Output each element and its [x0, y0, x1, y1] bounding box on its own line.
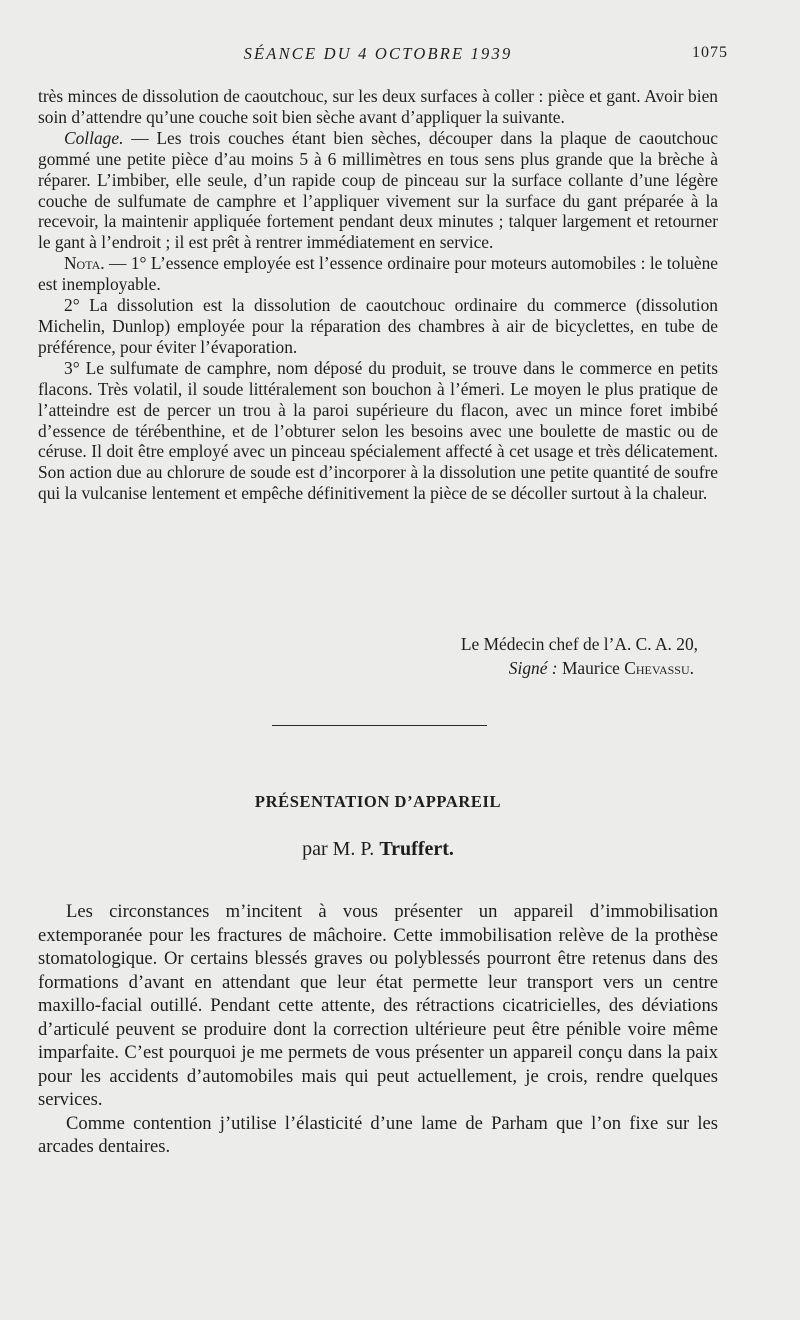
signer-first-name: Maurice [561, 658, 620, 678]
signer-last-name: Chevassu. [624, 658, 694, 678]
running-title: SÉANCE DU 4 OCTOBRE 1939 [243, 44, 513, 63]
running-head [38, 38, 728, 64]
body-paragraph-2: Comme contention j’utilise l’élasticité d’une lame de Parham que l’on fixe sur les arcades dentaires. [38, 1112, 718, 1157]
paragraph-note-3: 3° Le sulfumate de camphre, nom déposé du produit, se trouve dans le commerce en petits flacons. Très volatil, il soude littéralement son bouchon à l’émeri. Le moyen le plus pratique de l’atteindre est de percer un trou à la paroi supérieure du flacon, avec un mince foret imbibé d’essence de térébenthine, et de l’obturer selon les besoins avec une boulette de mastic ou de céruse. Il doit être employé avec un pinceau spécialement affecté à cet usage et très délicatement. Son action due au chlorure de soude est d’incorporer à la dissolution une petite quantité de soufre qui la vulcanise lentement et empêche définitivement la pièce de se décoller surtout à la chaleur. [38, 357, 718, 504]
signature-title: Le Médecin chef de l’A. C. A. 20, [460, 634, 698, 654]
author-name: Truffert. [379, 838, 454, 860]
section-title: PRÉSENTATION D’APPAREIL [254, 792, 502, 811]
paragraph-note-2: 2° La dissolution est la dissolution de caoutchouc ordinaire du commerce (dissolution Michelin, Dunlop) employée pour la réparation des chambres à air de bicyclettes, en tube de préférence, pour éviter l’évaporation. [38, 295, 718, 357]
byline [38, 838, 718, 861]
signed-label: Signé : [508, 658, 558, 678]
nota-label: Nota. [64, 253, 105, 274]
paragraph-collage [38, 128, 718, 253]
signature-name-line [38, 656, 698, 680]
collage-label: Collage. [64, 127, 124, 148]
byline-prefix: par M. P. [302, 838, 375, 860]
paragraph-intro: très minces de dissolution de caoutchouc, sur les deux surfaces à coller : pièce et gant. Avoir bien soin d’attendre qu’une couche soit bien sèche avant d’appliquer la suivante. [38, 86, 718, 127]
section-divider [272, 725, 487, 726]
continued-text [38, 86, 718, 504]
document-page [38, 0, 728, 1320]
collage-text: — Les trois couches étant bien sèches, découper dans la plaque de caoutchouc gommé une petite pièce d’au moins 5 à 6 millimètres en tous sens plus grande que la brèche à réparer. L’imbiber, elle seule, d’un rapide coup de pinceau sur la surface collante d’une légère couche de sulfumate de camphre et l’appliquer vivement sur la surface du gant préparée à la recevoir, la maintenir appliquée fortement pendant deux minutes ; talquer largement et retourner le gant à l’endroit ; il est prêt à rentrer immédiatement en service. [38, 127, 718, 253]
nota-text: — 1° L’essence employée est l’essence ordinaire pour moteurs automobiles : le toluène est inemployable. [38, 253, 718, 295]
paragraph-nota [38, 253, 718, 295]
article-body [38, 900, 718, 1159]
signature-block [38, 632, 698, 680]
page-number: 1075 [692, 44, 728, 61]
body-paragraph-1: Les circonstances m’incitent à vous présenter un appareil d’immobilisation extemporanée pour les fractures de mâchoire. Cette immobilisation relève de la prothèse stomatologique. Or certains blessés graves ou polyblessés pourront être retenus dans des formations d’avant en attendant que leur état permette leur transport vers un centre maxillo-facial outillé. Pendant cette attente, des rétractions cicatricielles, des déviations d’articulé peuvent se produire dont la correction ultérieure peut être pénible voire même imparfaite. C’est pourquoi je me permets de vous présenter un appareil conçu dans la paix pour les accidents d’automobiles mais qui peut actuellement, je crois, rendre quelques services. [38, 901, 718, 1110]
